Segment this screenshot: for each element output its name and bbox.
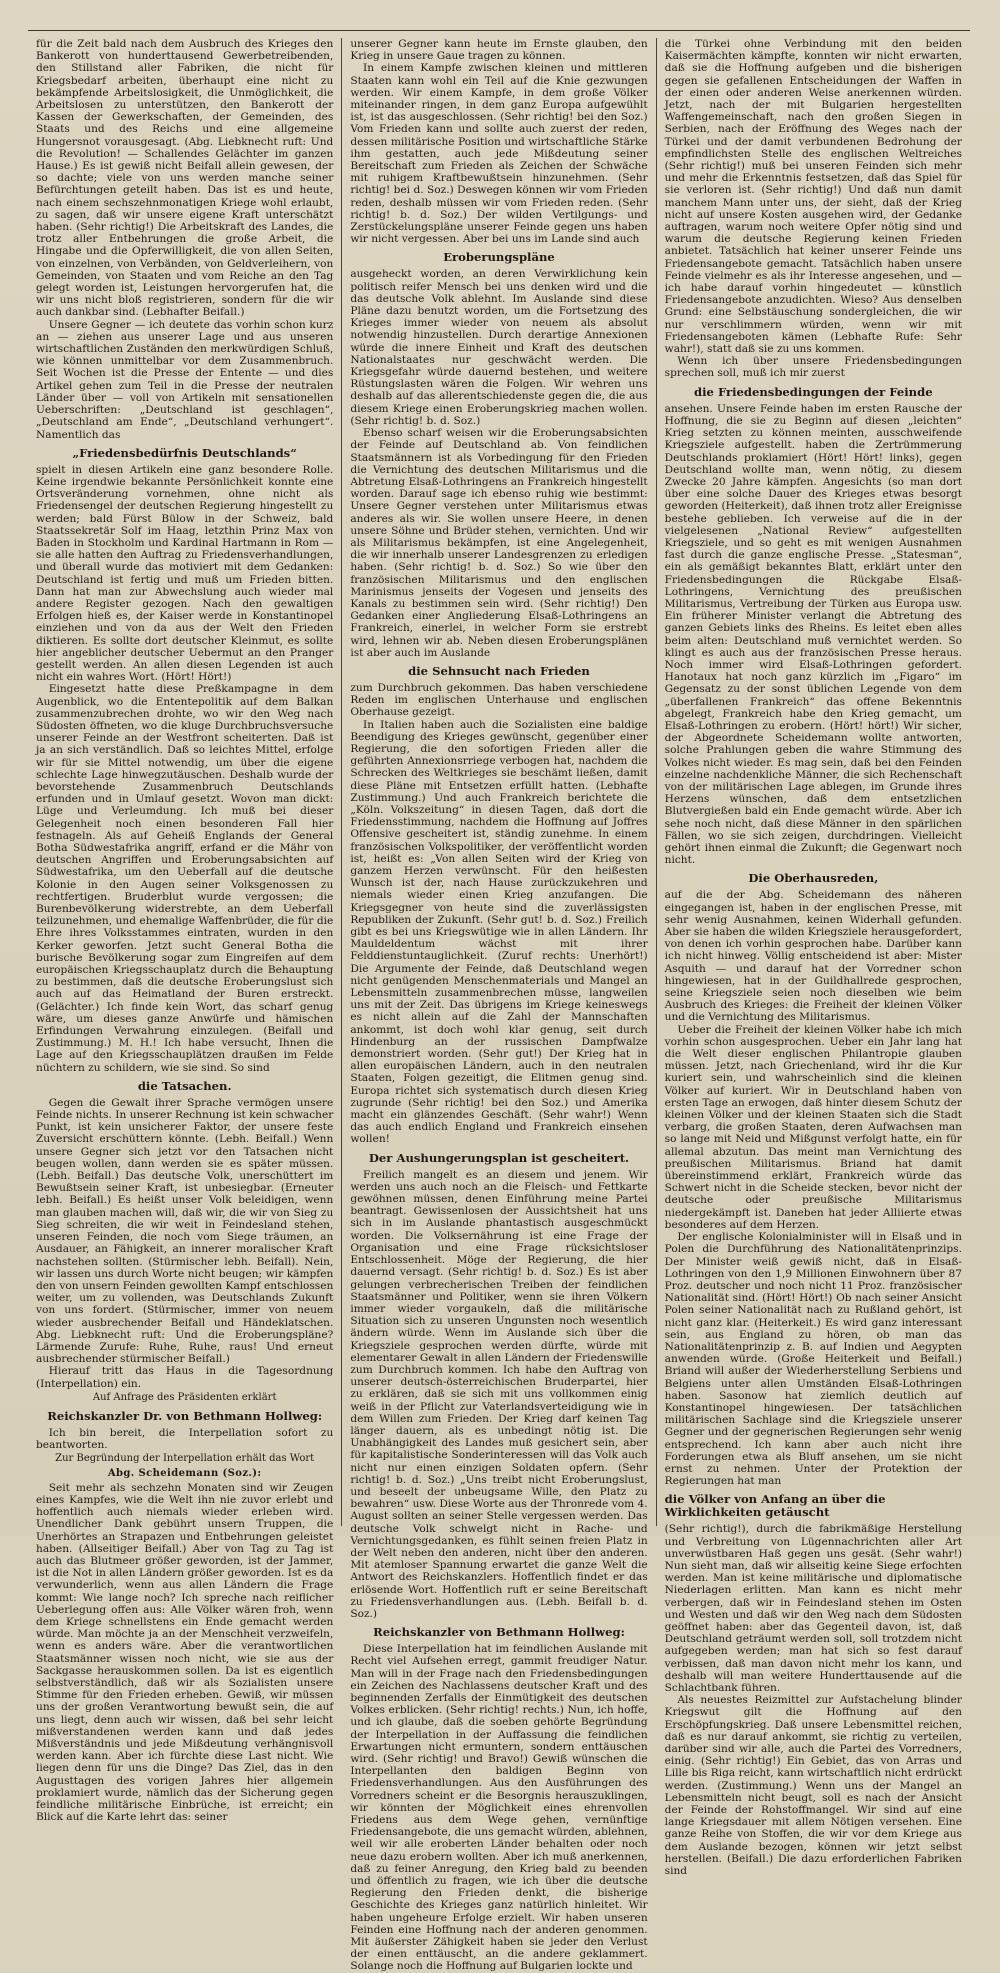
paragraph: Ueber die Freiheit der kleinen Völker habe ich mich vorhin schon ausgesprochen. Ueber ein Jahr lang hat die Welt dieser englischen Philantropie glauben müssen. Jetzt, nach Griechenland, wird ihr die Kur kuriert sein, und wahrscheinlich sind die kleinen Völker auf kuriert. Wir in Deutschland haben von ersten Tage an erwogen, daß hinter diesem Schutz der kleinen Völker und der kleinen Staaten sich die Stadt verbarg, die großen Staaten, deren Aufwachsen man so lange mit Neid und Mißgunst verfolgt hatte, ein für allemal abzutun. Das meint man Vernichtung des preußischen Militarismus. Briand hat damit übereinstimmend erklärt, Frankreich würde das Schwert nicht in die Scheide stecken, bevor nicht der deutsche oder preußische Militarismus niedergekämpft ist. Daneben hat jeder Alliierte etwas besonderes auf dem Herzen. — [664, 1023, 962, 1231]
paragraph: Ebenso scharf weisen wir die Eroberungsabsichten der Feinde auf Deutschland ab. Von feindlichen Staatsmännern ist als Vorbedingung für den Frieden die Vernichtung des deutschen Militarismus und die Abtretung Elsaß-Lothringens an Frankreich hingestellt worden. Darauf sage ich ebenso ruhig wie bestimmt: Unsere Gegner verstehen unter Militarismus etwas anderes als wir. Sie wollen unsere Heere, in denen unsere Söhne und Brüder stehen, vernichten. Und wir als Militarismus bekämpfen, ist eine Angelegenheit, die wir innerhalb unserer Landesgrenzen zu erledigen haben. (Sehr richtig! b. d. Soz.) So wie über den französischen Militarismus und den englischen Marinismus jenseits der Vogesen und jenseits des Kanals zu bestimmen sein wird. (Sehr richtig!) Den Gedanken einer Angliederung Elsaß-Lothringens an Frankreich, einerlei, in welcher Form sie erstrebt wird, lehnen wir ab. Neben diesen Eroberungsplänen ist aber auch im Auslande — [350, 427, 648, 659]
paragraph: Freilich mangelt es an diesem und jenem. Wir werden uns auch noch an die Fleisch- und Fettkarte gewöhnen müssen, denen Einführung meine Partei beantragt. Gewissenlosen der Aussichtsheit hat uns sich in im Auslande phantastisch ausgeschmückt worden. Die Volksernährung ist eine Frage der Organisation und eine Frage rücksichtsloser Entschlossenheit. Möge der Regierung, die hier dauernd versagt. (Sehr richtig! b. d. Soz.) Es ist aber gelungen verbrecherischen Treiben der feindlichen Staatsmänner und Politiker, wenn sie ihren Völkern immer wieder vorgaukeln, daß die militärische Situation sich zu unseren Ungunsten noch wesentlich ändern würde. Wenn im Auslande sich über die Kriegsziele gesprochen werden dürfte, würde mit elementarer Gewalt in allen Ländern der Friedenswille zum Durchbruch kommen. Ich habe den Auftrag von unserer deutsch-österreichischen Bruderpartei, hier zu erklären, daß sie sich mit uns vollkommen einig weiß in der Pflicht zur Vaterlandsverteidigung wie in dem Willen zum Frieden. Der Krieg darf keinen Tag länger dauern, als es unbedingt nötig ist. Die Unabhängigkeit des Landes muß gesichert sein, aber für kapitalistische Sonderinteressen will das Volk auch nicht nur einen einzigen Soldaten opfern. (Sehr richtig! b. d. Soz.) „Uns treibt nicht Eroberungslust, und beseelt der unbeugsame Wille, den Platz zu bewahren“ usw. Diese Worte aus der Thronrede vom 4. August sollten an seiner Stelle vergessen werden. Das deutsche Volk schwelgt nicht in Rache- und Vernichtungsgedanken, es fühlt seinen freien Platz in der Welt neben den anderen, nicht über den anderen. Mit atemloser Spannung erwartet die ganze Welt die Antwort des Reichskanzlers. Hoffentlich findet er das erlösende Wort. Hoffentlich ruft er seine Bereitschaft zu Friedensverhandlungen aus. (Lebh. Beifall b. d. Soz.) — [350, 1168, 648, 1620]
paragraph: ausgeheckt worden, an deren Verwirklichung kein politisch reifer Mensch bei uns denken wird und die das deutsche Volk ablehnt. Im Auslande sind diese Pläne dazu benutzt worden, um die Fortsetzung des Krieges immer wieder von neuem als absolut notwendig hinzustellen. Durch derartige Annexionen würde die innere Einheit und Kraft des deutschen Nationalstaates nur geschwächt werden. Die Kriegsgefahr würde dauernd bestehen, und weitere Rüstungslasten wären die Folgen. Wir wehren uns deshalb auf das allerentschiedenste gegen die, die aus diesem Kriege einen Eroberungskrieg machen wollen. (Sehr richtig! b. d. Soz.) — [350, 268, 648, 427]
speaker-heading: Reichskanzler von Bethmann Hollweg: — [373, 1625, 625, 1640]
paragraph: ansehen. Unsere Feinde haben im ersten Rausche der Hoffnung, die sie zu Beginn auf diesen „leichten“ Krieg setzten zu können meinten, ausschweifende Kriegsziele aufgestellt. haben die Zertrümmerung Deutschlands proklamiert (Hört! Hört! links), gegen Deutschland wollte man, wenn nötig, zu diesem Zwecke 20 Jahre kämpfen. Angesichts (so man dort über eine solche Dauer des Krieges etwas besorgt geworden (Heiterkeit), daß ihnen trotz aller Ereignisse bestehe geblieben. Ich verweise auf die in der vielgelesenen „National Review“ aufgestellten Kriegsziele, und so geht es mit wenigen Ausnahmen fast durch die ganze englische Presse. „Statesman“, ein als gemäßigt bekanntes Blatt, erklärt unter den Friedensbedingungen die Rückgabe Elsaß-Lothringens, Vernichtung des preußischen Militarismus, Vertreibung der Türken aus Europa usw. Ein früherer Minister verlangt die Abtretung des ganzen Gebiets links des Rheins. Es leitet eben alles beim alten: Deutschland muß vernichtet werden. So klingt es auch aus der französischen Presse heraus. Noch immer wird Elsaß-Lothringen gefordert. Hanotaux hat noch ganz kürzlich im „Figaro“ im Gegensatz zu der sonst üblichen Legende von dem „überfallenen Frankreich“ das offene Bekenntnis abgelegt, Frankreich habe den Krieg gemacht, um Elsaß-Lothringen zu erobern. (Hört! hört!) Wir sicher, der Abgeordnete Scheidemann wollte antworten, solche Prahlungen geben die wahre Stimmung des Volkes nicht wieder. Es mag sein, daß bei den Feinden einzelne nachdenkliche Männer, die sich Rechenschaft von der militärischen Lage ablegen, im Grunde ihres Herzens wünschen, daß dem entsetzlichen Blutvergießen bald ein Ende gemacht würde. Aber ich sehe noch nicht, daß diese Männer in den spärlichen Fällen, wo sie sich zeigen, durchdringen. Vielleicht gehört ihnen einmal die Zukunft; die Gegenwart noch nicht. — [664, 402, 962, 867]
section-heading: Die Oberhausreden, — [748, 871, 879, 886]
section-heading: die Friedensbedingungen der Feinde — [694, 384, 933, 399]
columns — [28, 38, 970, 1973]
paragraph: In einem Kampfe zwischen kleinen und mittleren Staaten kann wohl ein Teil auf die Knie gezwungen werden. Wir einem Kampfe, in dem große Völker miteinander ringen, in dem ganz Europa aufgewühlt ist, ist das ausgeschlossen. (Sehr richtig! bei den Soz.) Vom Frieden kann und sollte auch zuerst der reden, dessen militärische Position und wirtschaftliche Stärke ihm gestatten, auch jede Mißdeutung seiner Bereitschaft zum Frieden als Zeichen der Schwäche mit ruhigem Kraftbewußtsein hinzunehmen. (Sehr richtig! bei d. Soz.) Deswegen können wir vom Frieden reden, deshalb müssen wir vom Frieden reden. (Sehr richtig! b. d. Soz.) Der wilden Vertilgungs- und Zerstückelungspläne unserer Feinde gegen uns haben wir nicht vergessen. Aber bei uns im Lande sind auch — [350, 62, 648, 246]
paragraph: Wenn ich über unsere Friedensbedingungen sprechen soll, muß ich mir zuerst — [664, 355, 962, 380]
paragraph: spielt in diesen Artikeln eine ganz besondere Rolle. Keine irgendwie bekannte Persönlichkeit konnte eine Ortsveränderung vornehmen, ohne nicht als Friedensengel der deutschen Regierung hingestellt zu werden; bald Fürst Bülow in der Schweiz, bald Staatssekretär Solf im Haag, letzthin Prinz Max von Baden in Stockholm und Kardinal Hartmann in Rom — sie alle hatten den Auftrag zu Friedensverhandlungen, und überall wurde das motiviert mit dem Gedanken: Deutschland ist fertig und muß um Frieden bitten. Dann hat man zur Abwechslung auch wieder mal andere Register gezogen. Nach den gewaltigen Erfolgen hieß es, der Kaiser werde in Konstantinopel einziehen und von da aus der Welt den Frieden diktieren. Es sollte dort deutscher Kleinmut, es sollte hier angeblicher deutscher Uebermut an den Pranger gestellt werden. An allen diesen Legenden ist auch nicht ein wahres Wort. (Hört! Hört!) — [36, 463, 334, 684]
paragraph: Diese Interpellation hat im feindlichen Auslande mit Recht viel Aufsehen erregt, gammit freudiger Natur. Man will in der Frage nach den Friedensbedingungen ein Zeichen des Nachlassens deutscher Kraft und des beginnenden Zerfalls der Einmütigkeit des deutschen Volkes erblicken. (Sehr richtig! rechts.) Nun, ich hoffe, und ich glaube, daß die soeben gehörte Begründung der Interpellation in der Auffassung die feindlichen Erwartungen nicht ermuntern, sondern enttäuschen wird. (Sehr richtig! und Bravo!) Gewiß wünschen die Interpellanten den baldigen Beginn von Friedensverhandlungen. Aus den Ausführungen des Vorredners scheint er die Besorgnis herauszuklingen, wir könnten der Möglichkeit eines ehrenvollen Friedens aus dem Wege gehen, vernünftige Friedensangebote, die uns gemacht würden, ablehnen, weil wir alle eroberten Länder behalten oder noch neue dazu erobern wollten. Aber ich muß anerkennen, daß zu feiner Anregung, den Krieg bald zu beenden und öffentlich zu fragen, wie ich über die deutsche Regierung den Frieden denkt, die bisherige Geschichte des Krieges ganz natürlich hinleitet. Wir haben ungeheure Erfolge erzielt. Wir haben unseren Feinden eine Hoffnung nach der anderen genommen. Mit äußerster Zähigkeit haben sie jeder den Verlust der einen enttäuscht, an die andere geklammert. Solange noch die Hoffnung auf Bulgarien lockte und — [350, 1643, 648, 1973]
paragraph: In Italien haben auch die Sozialisten eine baldige Beendigung des Krieges gewünscht, gegenüber einer Regierung, die den sofortigen Frieden aller die geführten Annexionsrriege verbogen hat, nachdem die Schrecken des Weltkrieges sie beschämt ließen, damit diese Pläne mit Entsetzen erfüllt hatten. (Lebhafte Zustimmung.) Und auch Frankreich berichtete die „Köln. Volkszeitung“ in diesen Tagen, daß dort die Friedensstimmung, nachdem die Hoffnung auf Joffres Offensive gescheitert ist, ständig zunehme. In einem französischen Volkspolitiker, der veröffentlicht worden ist, heißt es: „Von allen Seiten wird der Krieg von ganzem Herzen verwünscht. Für den heißesten Wunsch ist der, nach Hause zurückzukehren und niemals wieder einen Krieg anzufangen. Die Kriegsgegner von heute sind die zuverlässigsten Republiken der Zukunft. (Sehr gut! b. d. Soz.) Freilich gibt es bei uns Kriegswütige wie in allen Ländern. Ihr Mauldeldentum wächst mit ihrer Felddienstuntauglichkeit. (Zuruf rechts: Unerhört!) Die Argumente der Feinde, daß Deutschland wegen nicht genügenden Menschenmaterials und Mangel an Lebensmitteln zusammenbrechen müsse, langweilen uns mit der Zeit. Das übrigens im Kriege keineswegs es nicht allein auf die Zahl der Mannschaften ankommt, ist doch wohl klar genug, seit durch Hindenburg an der russischen Dampfwalze demonstriert worden. (Sehr gut!) Der Krieg hat in allen europäischen Ländern, auch in den neutralen Staaten, Folgen gezeitigt, die Elitmen genug sind. Europa richtet sich systematisch durch diesen Krieg zugrunde (Sehr richtig! bei den Soz.) und Amerika macht ein glänzendes Geschäft. (Sehr wahr!) Wenn das auch endlich England und Frankreich einsehen wollen! — [350, 718, 648, 1146]
section-heading: Eroberungspläne — [443, 250, 555, 265]
paragraph: unserer Gegner kann heute im Ernste glauben, den Krieg in unsere Gaue tragen zu können. — [350, 38, 648, 63]
column-3 — [656, 38, 970, 1878]
procedural-note: Auf Anfrage des Präsidenten erklärt — [92, 1391, 277, 1403]
paragraph: (Sehr richtig!), durch die fabrikmäßige Herstellung und Verbreitung von Lügennachrichten aller Art unverwüstbaren Haß gegen uns gesät. (Sehr wahr!) Nun sieht man, daß wir allseitig keine Siege erfochten werden. Man ist keine militärische und diplomatische Niederlagen erlitten. Man kann es nicht mehr verbergen, daß wir in Feindesland stehen im Osten und Westen und daß wir den Weg nach dem Südosten geöffnet haben: aber das Gegenteil davon, ist, daß Deutschland geträumt werden soll, soll trotzdem nicht aufgegeben werden; man hat sich so fest darauf verbissen, daß man davon nicht mehr los kann, und deshalb will man weitere Hunderttausende auf die Schlachtbank führen. — [664, 1523, 962, 1694]
paragraph: Unsere Gegner — ich deutete das vorhin schon kurz an — ziehen aus unserer Lage und aus unseren wirtschaftlichen Zuständen den merkwürdigen Schluß, wie können unmittelbar vor dem Zusammenbruch. Seit Wochen ist die Presse der Entente — und dies Artikel gehen zum Teil in die Presse der neutralen Länder über — voll von Artikeln mit sensationellen Ueberschriften: „Deutschland ist geschlagen“, „Deutschland am Ende“, „Deutschland verhungert“. Namentlich das — [36, 318, 334, 441]
section-heading: „Friedensbedürfnis Deutschlands“ — [72, 445, 297, 460]
paragraph: für die Zeit bald nach dem Ausbruch des Krieges den Bankerott von hunderttausend Gewerbetreibenden, den Stillstand aller Fabriken, die nicht für Kriegsbedarf arbeiten, überhaupt eine nicht zu bekämpfende Arbeitslosigkeit, die Unmöglichkeit, die Arbeitslosen zu unterstützen, den Bankerott der Kassen der Gewerkschaften, der Gemeinden, des Staats und des Reichs und eine allgemeine Hungersnot vorausgesagt. (Abg. Liebknecht ruft: Und die Revolution! — Schallendes Gelächter im ganzen Hause.) Es ist gewiß nicht Beifall allein gewesen, der so dachte; viele von uns werden manche seiner Befürchtungen geteilt haben. Das ist es und heute, nach einem sechszehnmonatigen Kriege wohl erlaubt, zu sagen, daß wir unsere eigene Kraft unterschätzt haben. (Sehr richtig!) Die Arbeitskraft des Landes, die trotz aller Entbehrungen die große Arbeit, die Hingabe und die Opferwilligkeit, die von allen Seiten, von einzelnen, von Verbänden, von Geldverleihern, von Gemeinden, von Staaten und vom Reiche an den Tag gelegt worden ist, Leistungen hervorgerufen hat, die wir uns nicht bloß registrieren, sondern für die wir auch dankbar sind. (Lebhafter Beifall.) — [36, 38, 334, 319]
column-2 — [341, 38, 655, 1973]
paragraph: Als neuestes Reizmittel zur Aufstachelung blinder Kriegswut gilt die Hoffnung auf den Erschöpfungskrieg. Daß unsere Lebensmittel reichen, daß es nur darauf ankommt, sie richtig zu verteilen, darüber sind wir alle, auch die Partei des Vorredners, einig. (Sehr richtig!) Ein Gebiet, das von Arras und Lille bis Riga reicht, kann wirtschaftlich nicht erdrückt werden. (Zustimmung.) Wenn uns der Mangel an Lebensmitteln nicht beugt, soll es nach der Ansicht der Feinde der Rohstoffmangel. Wir sind auf eine lange Kriegsdauer mit allem Nötigen versehen. Eine ganze Reihe von Stoffen, die wir vor dem Kriege aus dem Auslande bezogen, können wir jetzt selbst herstellen. (Beifall.) Die dazu erforderlichen Fabriken sind — [664, 1694, 962, 1878]
paragraph: Ich bin bereit, die Interpellation sofort zu beantworten. — [36, 1426, 334, 1452]
speaker-heading: Reichskanzler Dr. von Bethmann Hollweg: — [47, 1408, 323, 1423]
paragraph: Seit mehr als sechzehn Monaten sind wir Zeugen eines Kampfes, wie die Welt ihn nie zuvor erlebt und hoffentlich auch niemals wieder erleben wird. Unendlicher Dank gebührt unsern Truppen, die Unerhörtes an Strapazen und Entbehrungen geleistet haben. (Allseitiger Beifall.) Aber von Tag zu Tag ist auch das Blutmeer größer geworden, ist der Jammer, ist die Not in allen Ländern größer geworden. Ist es da verwunderlich, wenn aus allen Ländern die Frage kommt: Wie lange noch? Ich spreche nach reiflicher Ueberlegung offen aus: Alle Völker wären froh, wenn dem Kriege schnellstens ein Ende gemacht werden würde. Man möchte ja an der Menschheit verzweifeln, wenn es anders wäre. Aber die verantwortlichen Staatsmänner wissen noch nicht, wie sie aus der Sackgasse herauskommen sollen. Da ist es eigentlich selbstverständlich, daß wir als Sozialisten unsere Stimme für den Frieden erheben. Gewiß, wir müssen uns der großen Verantwortung bewußt sein, die auf uns liegt, denn auch wir wissen, daß bei sehr leicht mißverstandenen werden kann und daß jedes Mißverständnis und jede Mißdeutung verhängnisvoll werden kann. Aber ich fürchte diese Last nicht. Wie liegen denn für uns die Dinge? Das Ziel, das in den Augusttagen des vorigen Jahres hier allgemein proklamiert wurde, nämlich das der Sicherung gegen feindliche militärische Einbrüche, ist erreicht; ein Blick auf die Karte lehrt das: seiner — [36, 1481, 334, 1824]
section-heading: Der Aushungerungsplan ist gescheitert. — [368, 1150, 630, 1165]
speaker-name: Abg. Scheidemann (Soz.): — [107, 1467, 262, 1479]
top-rule — [28, 30, 970, 31]
paragraph: Hierauf tritt das Haus in die Tagesordnung (Interpellation) ein. — [36, 1365, 334, 1390]
section-heading: die Sehnsucht nach Frieden — [408, 663, 590, 678]
section-heading: die Tatsachen. — [137, 1078, 232, 1093]
procedural-note: Zur Begründung der Interpellation erhält das Wort — [55, 1453, 315, 1465]
paragraph: Eingesetzt hatte diese Preßkampagne in dem Augenblick, wo die Ententepolitik auf dem Balkan zusammenzubrechen drohte, wo wir den Weg nach Südosten öffneten, wo die kluge Durchbruchsversuche unserer Feinde an der Westfront scheiterten. Daß ist ja an sich verständlich. Daß so leichtes Mittel, erfolge wir für sie Mittel notwendig, um über die eigene schlechte Lage hinwegzutäuschen. Deshalb wurde der bevorstehende Zusammenbruch Deutschlands erfunden und in Umlauf gesetzt. Wovon man dickt: Lüge und Verleumdung. Ich muß bei dieser Gelegenheit noch einen besonderen Fall hier festnageln. Als auf Geheiß Englands der General Botha Südwestafrika angriff, erfand er die Mähr von deutschen Angriffen und Eroberungsabsichten auf Südwestafrika, um den Ueberfall auf die deutsche Kolonie in den Augen seiner Volksgenossen zu rechtfertigen. Bruderblut wurde vergossen; die Burenbevölkerung widerstrebte, an dem Ueberfall teilzunehmen, und ehemalige Waffenbrüder, die für die Ehre ihres Volksstammes eintraten, wurden in den Kerker geworfen. Jetzt sucht General Botha die burische Bevölkerung sogar zum Eingreifen auf dem europäischen Kriegsschauplatz durch die Behauptung zu bestimmen, daß die deutsche Eroberungslust sich auch auf das Heimatland der Buren erstreckt. (Gelächter.) Ich finde kein Wort, das scharf genug wäre, um dieses ganze Anwürfe und hämischen Erfindungen Verwahrung einzulegen. (Beifall und Zustimmung.) M. H.! Ich habe versucht, Ihnen die Lage auf den Kriegsschauplätzen draußen im Felde nüchtern zu schildern, wie sie sind. So sind — [36, 683, 334, 1074]
column-1 — [28, 38, 341, 1824]
paragraph: zum Durchbruch gekommen. Das haben verschiedene Reden im englischen Unterhause und englischen Oberhause gezeigt. — [350, 681, 648, 719]
paragraph: die Türkei ohne Verbindung mit den beiden Kaisermächten kämpfte, konnten wir nicht erwarten, daß sie die Hoffnung aufgeben und die bisherigen gegen sie gefallenen Entscheidungen der Waffen in der einen oder anderen Weise anerkennen würden. Jetzt, nach der mit Bulgarien hergestellten Waffengemeinschaft, nach den großen Siegen in Serbien, nach der Eröffnung des Weges nach der Türkei und der damit verbundenen Bedrohung der empfindlichsten Stelle des englischen Weltreiches (Sehr richtig!) muß bei unseren Feinden sich mehr und mehr die Erkenntnis festsetzen, daß das Spiel für sie verloren ist. (Sehr richtig!) Und daß nun damit manchem Mann unter uns, der sieht, daß der Krieg nicht auf unsere Kosten ausgehen wird, der Gedanke auftragen, warum noch weitere Opfer nötig sind und warum die deutsche Regierung keinen Frieden anbietet. Tatsächlich hat keiner unserer Feinde uns Friedensangebote gemacht. Tatsächlich haben unsere Feinde vielmehr es als ihr Interesse angesehen, und — ich habe darauf vorhin hingedeutet — künstlich Friedensangebote anzudichten. Wieso? Aus denselben Grund: eine Selbstäuschung sondergleichen, die wir nur verschlimmern würden, wenn wir mit Friedensangeboten kämen (Lebhafte Rufe: Sehr wahr!), statt daß sie zu uns kommen. — [664, 38, 962, 356]
paragraph: Der englische Kolonialminister will in Elsaß und in Polen die Durchführung des Nationalitätenprinzips. Der Minister weiß gewiß nicht, daß in Elsaß-Lothringen von den 1,9 Millionen Einwohnern über 87 Proz. deutscher und noch nicht 11 Proz. französischer Nationalität sind. (Hört! Hört!) Ob nach seiner Ansicht Polen seiner Nationalität nach zu Rußland gehört, ist nicht ganz klar. (Heiterkeit.) Es wird ganz interessant sein, aus England zu hören, ob man das Nationalitätenprinzip z. B. auf Indien und Aegypten anwenden würde. (Große Heiterkeit und Beifall.) Briand will außer der Wiederherstellung Serbiens und Belgiens unter allen Umständen Elsaß-Lothringen haben. Sasonow hat ziemlich deutlich auf Konstantinopel hingewiesen. Der tatsächlichen militärischen Sachlage sind die Kriegsziele unserer Gegner und der gegnerischen Regierungen sehr wenig entsprechend. Ich kann aber auch nicht ihre Forderungen etwa als Bluff ansehen, um sie nicht ernst zu nehmen. Unter der Protektion der Regierungen hat man — [664, 1231, 962, 1488]
section-heading: die Völker von Anfang an über die Wirklichkeiten getäuscht — [664, 1492, 886, 1520]
paragraph: Gegen die Gewalt ihrer Sprache vermögen unsere Feinde nichts. In unserer Rechnung ist kein schwacher Punkt, ist kein unsicherer Faktor, der unsere feste Zuversicht erschüttern könnte. (Lebh. Beifall.) Wenn unsere Gegner sich jetzt vor den Tatsachen nicht beugen wollen, dann werden sie es später müssen. (Lebh. Beifall.) Das deutsche Volk, unerschüttert im Bewußtsein seiner Kraft, ist unbesiegbar. (Erneuter lebh. Beifall.) Es heißt unser Volk beleidigen, wenn man glauben machen will, daß wir, die wir von Sieg zu Sieg schreiten, die wir weit in Feindesland stehen, unseren Feinden, die noch vom Siege träumen, an Ausdauer, an Fähigkeit, an innerer moralischer Kraft nachstehen sollten. (Stürmischer lebh. Beifall). Nein, wir lassen uns durch Worte nicht beugen; wir kämpfen den von unsern Feinden gewollten Kampf entschlossen weiter, um zu vollenden, was Deutschlands Zukunft von uns fordert. (Stürmischer, immer von neuem wieder ausbrechender Beifall und Händeklatschen. Abg. Liebknecht ruft: Und die Eroberungspläne? Lärmende Zurufe: Ruhe, Ruhe, raus! Und erneut ausbrechender stürmischer Beifall.) — [36, 1096, 334, 1366]
paragraph: auf die der Abg. Scheidemann des näheren eingegangen ist, haben in der englischen Presse, mit sehr wenig Ausnahmen, keinen Widerhall gefunden. Aber sie haben die wilden Kriegsziele herausgefordert, von denen ich vorhin gesprochen habe. Darüber kann ich nicht hinweg. Völlig entscheidend ist aber: Mister Asquith — und darauf hat der Vorredner schon hingewiesen, hat in der Guildhallrede gesprochen, seine Kriegsziele seien noch dieselben wie beim Ausbruch des Krieges: die Freiheit der kleinen Völker und die Vernichtung des Militarismus. — [664, 889, 962, 1024]
